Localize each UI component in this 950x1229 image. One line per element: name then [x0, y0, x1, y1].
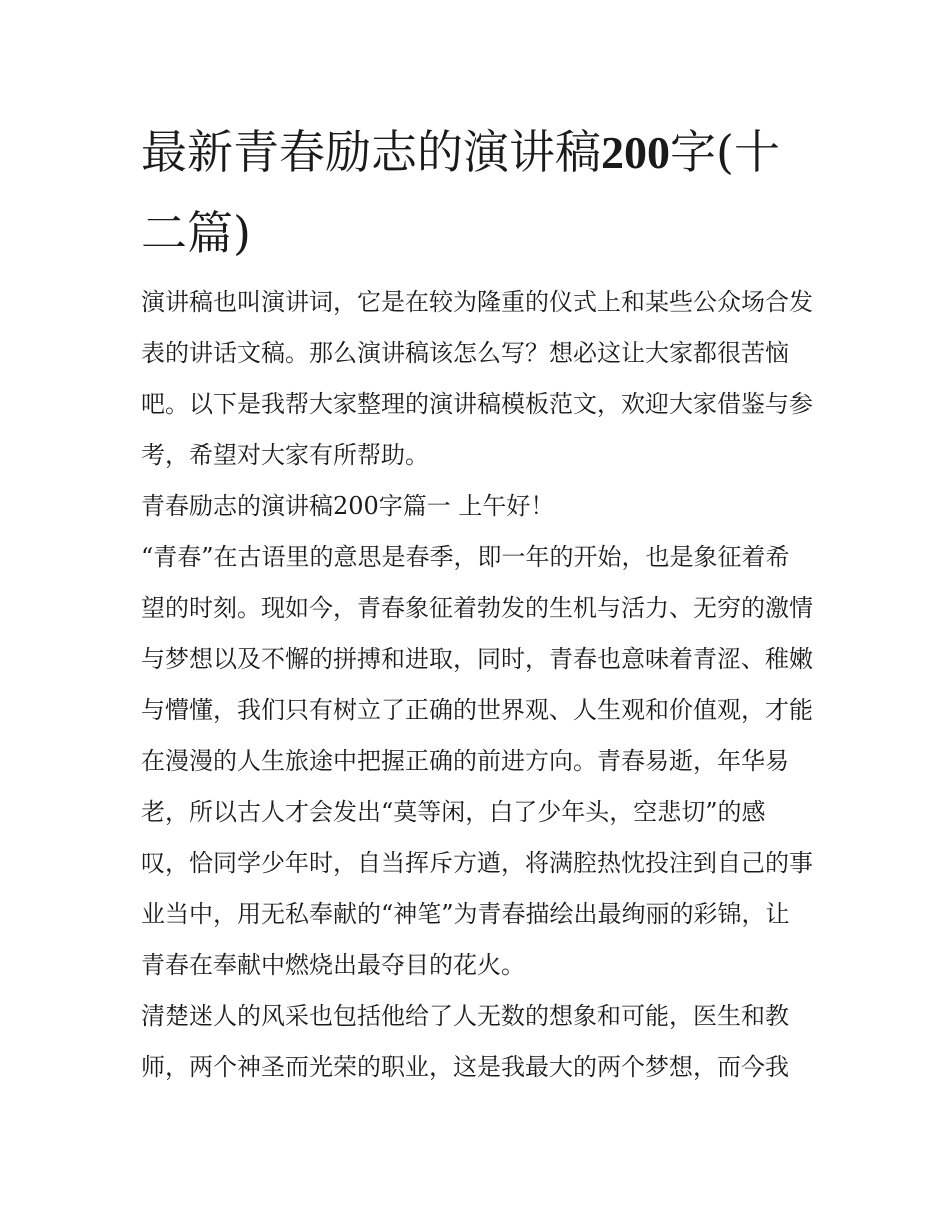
body-paragraph-2: 清楚迷人的风采也包括他给了人无数的想象和可能，医生和教师，两个神圣而光荣的职业，这是我最大的两个梦想，而今我	[141, 1002, 789, 1081]
section-heading-paragraph: 青春励志的演讲稿200字篇一 上午好！	[141, 492, 555, 520]
document-body	[141, 277, 813, 1093]
body-paragraph-1: “青春”在古语里的意思是春季，即一年的开始，也是象征着希望的时刻。现如今，青春象征着勃发的生机与活力、无穷的激情与梦想以及不懈的拼搏和进取，同时，青春也意味着青涩、稚嫩与懵懂，我们只有树立了正确的世界观、人生观和价值观，才能在漫漫的人生旅途中把握正确的前进方向。青春易逝，年华易老，所以古人才会发出“莫等闲，白了少年头，空悲切”的感叹，恰同学少年时，自当挥斥方遒，将满腔热忱投注到自己的事业当中，用无私奉献的“神笔”为青春描绘出最绚丽的彩锦，让青春在奉献中燃烧出最夺目的花火。	[141, 543, 813, 979]
title-text-part1: 最新青春励志的演讲稿	[141, 125, 601, 179]
title-number: 200	[601, 127, 670, 178]
document-page	[141, 112, 813, 1093]
intro-paragraph: 演讲稿也叫演讲词，它是在较为隆重的仪式上和某些公众场合发表的讲话文稿。那么演讲稿该怎么写？想必这让大家都很苦恼吧。以下是我帮大家整理的演讲稿模板范文，欢迎大家借鉴与参考，希望对大家有所帮助。	[141, 288, 813, 469]
title-text-part2: 字(十二篇)	[141, 125, 780, 260]
document-title	[141, 112, 813, 273]
